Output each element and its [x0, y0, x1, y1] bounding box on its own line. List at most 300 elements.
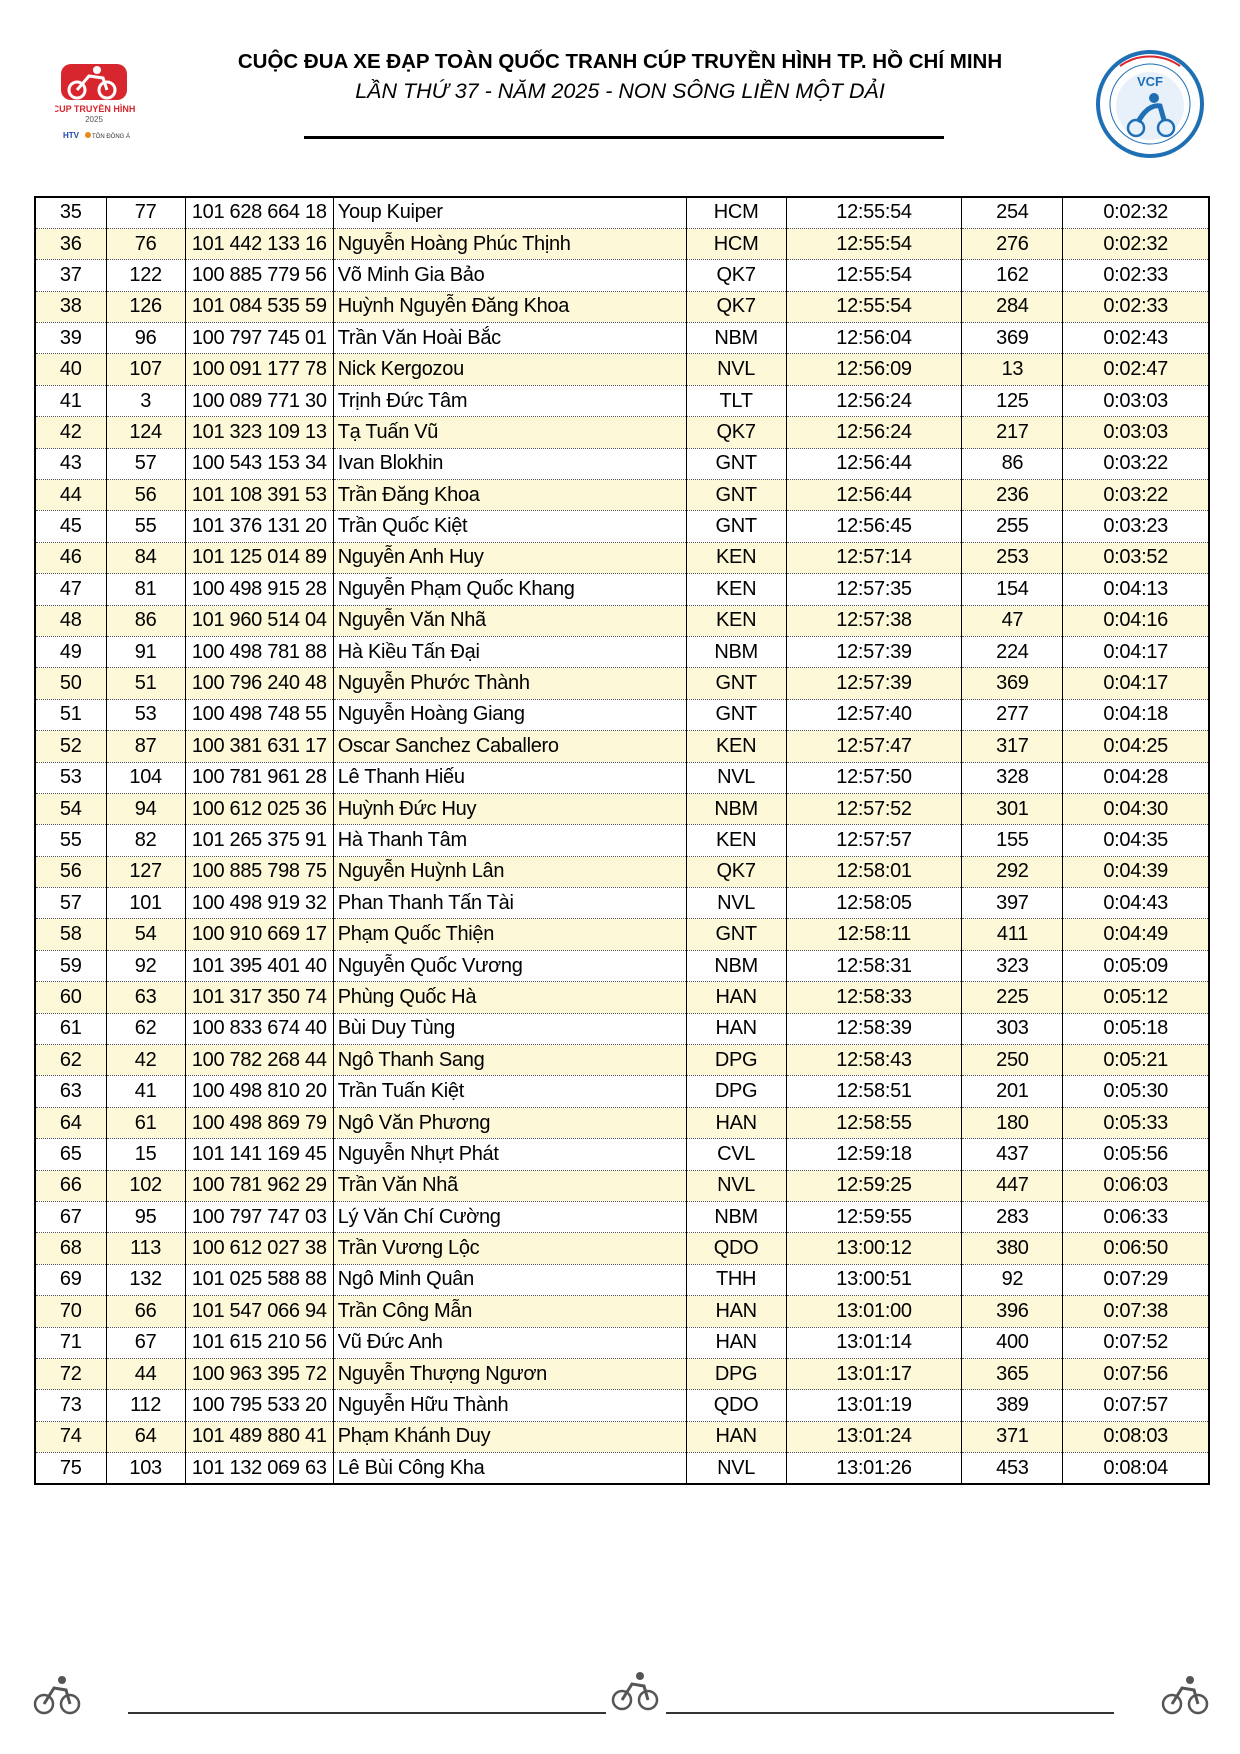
bib-cell: 51: [106, 668, 185, 699]
rider-name-cell: Phùng Quốc Hà: [333, 982, 686, 1013]
cyclist-icon: [610, 1670, 662, 1712]
points-cell: 250: [962, 1045, 1063, 1076]
team-cell: KEN: [686, 574, 786, 605]
uci-id-cell: 101 265 375 91: [185, 825, 333, 856]
table-row: [35, 1202, 1209, 1233]
team-cell: KEN: [686, 605, 786, 636]
points-cell: 277: [962, 699, 1063, 730]
bib-cell: 122: [106, 260, 185, 291]
rank-cell: 42: [35, 417, 106, 448]
uci-id-cell: 100 498 915 28: [185, 574, 333, 605]
uci-id-cell: 100 910 669 17: [185, 919, 333, 950]
points-cell: 453: [962, 1453, 1063, 1484]
bib-cell: 15: [106, 1139, 185, 1170]
rider-name-cell: Vũ Đức Anh: [333, 1327, 686, 1358]
uci-id-cell: 101 628 664 18: [185, 197, 333, 228]
rider-name-cell: Nguyễn Phạm Quốc Khang: [333, 574, 686, 605]
table-row: [35, 731, 1209, 762]
time-gap-cell: 0:04:43: [1063, 888, 1209, 919]
rider-name-cell: Phạm Quốc Thiện: [333, 919, 686, 950]
table-row: [35, 574, 1209, 605]
uci-id-cell: 101 615 210 56: [185, 1327, 333, 1358]
uci-id-cell: 100 543 153 34: [185, 448, 333, 479]
points-cell: 217: [962, 417, 1063, 448]
bib-cell: 126: [106, 291, 185, 322]
rider-name-cell: Youp Kuiper: [333, 197, 686, 228]
team-cell: HCM: [686, 228, 786, 259]
rank-cell: 53: [35, 762, 106, 793]
cyclist-icon: [32, 1674, 84, 1716]
uci-id-cell: 100 498 748 55: [185, 699, 333, 730]
rider-name-cell: Nguyễn Hoàng Phúc Thịnh: [333, 228, 686, 259]
team-cell: GNT: [686, 919, 786, 950]
uci-id-cell: 100 498 869 79: [185, 1107, 333, 1138]
bib-cell: 87: [106, 731, 185, 762]
finish-time-cell: 13:01:17: [786, 1358, 962, 1389]
cyclist-icon: [1160, 1674, 1212, 1716]
finish-time-cell: 12:59:18: [786, 1139, 962, 1170]
finish-time-cell: 12:59:55: [786, 1202, 962, 1233]
rider-name-cell: Trần Công Mẫn: [333, 1296, 686, 1327]
table-row: [35, 856, 1209, 887]
rider-name-cell: Lý Văn Chí Cường: [333, 1202, 686, 1233]
finish-time-cell: 13:01:00: [786, 1296, 962, 1327]
uci-id-cell: 100 612 027 38: [185, 1233, 333, 1264]
bib-cell: 91: [106, 636, 185, 667]
time-gap-cell: 0:04:16: [1063, 605, 1209, 636]
table-row: [35, 762, 1209, 793]
time-gap-cell: 0:07:56: [1063, 1358, 1209, 1389]
rider-name-cell: Nick Kergozou: [333, 354, 686, 385]
time-gap-cell: 0:03:23: [1063, 511, 1209, 542]
table-row: [35, 699, 1209, 730]
bib-cell: 124: [106, 417, 185, 448]
points-cell: 447: [962, 1170, 1063, 1201]
svg-text:2025: 2025: [85, 115, 103, 124]
bib-cell: 127: [106, 856, 185, 887]
time-gap-cell: 0:02:43: [1063, 323, 1209, 354]
uci-id-cell: 100 885 798 75: [185, 856, 333, 887]
bib-cell: 55: [106, 511, 185, 542]
points-cell: 254: [962, 197, 1063, 228]
team-cell: KEN: [686, 825, 786, 856]
points-cell: 397: [962, 888, 1063, 919]
table-row: [35, 1076, 1209, 1107]
time-gap-cell: 0:02:32: [1063, 197, 1209, 228]
bib-cell: 132: [106, 1264, 185, 1295]
points-cell: 225: [962, 982, 1063, 1013]
rank-cell: 46: [35, 542, 106, 573]
rank-cell: 58: [35, 919, 106, 950]
bib-cell: 41: [106, 1076, 185, 1107]
finish-time-cell: 12:57:14: [786, 542, 962, 573]
finish-time-cell: 12:58:01: [786, 856, 962, 887]
points-cell: 396: [962, 1296, 1063, 1327]
time-gap-cell: 0:05:30: [1063, 1076, 1209, 1107]
uci-id-cell: 101 132 069 63: [185, 1453, 333, 1484]
table-row: [35, 354, 1209, 385]
table-row: [35, 323, 1209, 354]
team-cell: DPG: [686, 1045, 786, 1076]
team-cell: NVL: [686, 1170, 786, 1201]
time-gap-cell: 0:03:03: [1063, 417, 1209, 448]
rank-cell: 73: [35, 1390, 106, 1421]
uci-id-cell: 101 960 514 04: [185, 605, 333, 636]
points-cell: 371: [962, 1421, 1063, 1452]
race-title: CUỘC ĐUA XE ĐẠP TOÀN QUỐC TRANH CÚP TRUYỀN HÌNH TP. HỒ CHÍ MINH: [237, 50, 1003, 73]
rank-cell: 54: [35, 793, 106, 824]
finish-time-cell: 12:59:25: [786, 1170, 962, 1201]
table-row: [35, 542, 1209, 573]
time-gap-cell: 0:02:33: [1063, 291, 1209, 322]
finish-time-cell: 12:56:24: [786, 417, 962, 448]
rider-name-cell: Nguyễn Hoàng Giang: [333, 699, 686, 730]
points-cell: 400: [962, 1327, 1063, 1358]
rank-cell: 68: [35, 1233, 106, 1264]
finish-time-cell: 12:57:39: [786, 636, 962, 667]
finish-time-cell: 12:58:39: [786, 1013, 962, 1044]
rank-cell: 70: [35, 1296, 106, 1327]
bib-cell: 112: [106, 1390, 185, 1421]
team-cell: HCM: [686, 197, 786, 228]
finish-time-cell: 12:56:24: [786, 385, 962, 416]
team-cell: QDO: [686, 1233, 786, 1264]
uci-id-cell: 101 489 880 41: [185, 1421, 333, 1452]
table-row: [35, 1264, 1209, 1295]
uci-id-cell: 100 781 961 28: [185, 762, 333, 793]
rank-cell: 37: [35, 260, 106, 291]
uci-id-cell: 100 498 781 88: [185, 636, 333, 667]
points-cell: 411: [962, 919, 1063, 950]
finish-time-cell: 12:56:04: [786, 323, 962, 354]
table-row: [35, 448, 1209, 479]
team-cell: CVL: [686, 1139, 786, 1170]
uci-id-cell: 101 125 014 89: [185, 542, 333, 573]
finish-time-cell: 12:56:09: [786, 354, 962, 385]
rider-name-cell: Lê Thanh Hiếu: [333, 762, 686, 793]
rider-name-cell: Nguyễn Phước Thành: [333, 668, 686, 699]
header-divider: [304, 136, 944, 139]
uci-id-cell: 101 442 133 16: [185, 228, 333, 259]
team-cell: QK7: [686, 417, 786, 448]
uci-id-cell: 101 547 066 94: [185, 1296, 333, 1327]
bib-cell: 3: [106, 385, 185, 416]
time-gap-cell: 0:06:50: [1063, 1233, 1209, 1264]
time-gap-cell: 0:07:38: [1063, 1296, 1209, 1327]
bib-cell: 103: [106, 1453, 185, 1484]
points-cell: 380: [962, 1233, 1063, 1264]
rider-name-cell: Trần Đăng Khoa: [333, 480, 686, 511]
finish-time-cell: 12:57:40: [786, 699, 962, 730]
points-cell: 328: [962, 762, 1063, 793]
points-cell: 125: [962, 385, 1063, 416]
finish-time-cell: 12:58:43: [786, 1045, 962, 1076]
bib-cell: 76: [106, 228, 185, 259]
table-row: [35, 1453, 1209, 1484]
time-gap-cell: 0:05:56: [1063, 1139, 1209, 1170]
rider-name-cell: Nguyễn Văn Nhã: [333, 605, 686, 636]
rank-cell: 35: [35, 197, 106, 228]
footer-line-left: [128, 1712, 606, 1714]
table-row: [35, 291, 1209, 322]
finish-time-cell: 12:56:45: [786, 511, 962, 542]
team-cell: NVL: [686, 1453, 786, 1484]
finish-time-cell: 12:58:51: [786, 1076, 962, 1107]
time-gap-cell: 0:04:17: [1063, 636, 1209, 667]
bib-cell: 84: [106, 542, 185, 573]
rider-name-cell: Trần Văn Nhã: [333, 1170, 686, 1201]
points-cell: 437: [962, 1139, 1063, 1170]
team-cell: NBM: [686, 636, 786, 667]
time-gap-cell: 0:03:03: [1063, 385, 1209, 416]
time-gap-cell: 0:02:32: [1063, 228, 1209, 259]
time-gap-cell: 0:05:18: [1063, 1013, 1209, 1044]
time-gap-cell: 0:03:22: [1063, 448, 1209, 479]
rider-name-cell: Nguyễn Nhựt Phát: [333, 1139, 686, 1170]
rank-cell: 61: [35, 1013, 106, 1044]
time-gap-cell: 0:04:49: [1063, 919, 1209, 950]
time-gap-cell: 0:04:25: [1063, 731, 1209, 762]
finish-time-cell: 12:58:11: [786, 919, 962, 950]
time-gap-cell: 0:05:21: [1063, 1045, 1209, 1076]
time-gap-cell: 0:06:33: [1063, 1202, 1209, 1233]
time-gap-cell: 0:04:18: [1063, 699, 1209, 730]
team-cell: GNT: [686, 448, 786, 479]
cup-truyen-hinh-logo: [55, 62, 135, 157]
rank-cell: 67: [35, 1202, 106, 1233]
finish-time-cell: 13:01:24: [786, 1421, 962, 1452]
rank-cell: 74: [35, 1421, 106, 1452]
bib-cell: 53: [106, 699, 185, 730]
points-cell: 201: [962, 1076, 1063, 1107]
time-gap-cell: 0:02:33: [1063, 260, 1209, 291]
uci-id-cell: 100 885 779 56: [185, 260, 333, 291]
table-row: [35, 668, 1209, 699]
finish-time-cell: 12:57:52: [786, 793, 962, 824]
table-row: [35, 605, 1209, 636]
uci-id-cell: 100 797 747 03: [185, 1202, 333, 1233]
uci-id-cell: 100 796 240 48: [185, 668, 333, 699]
team-cell: GNT: [686, 480, 786, 511]
finish-time-cell: 12:56:44: [786, 480, 962, 511]
bib-cell: 86: [106, 605, 185, 636]
points-cell: 284: [962, 291, 1063, 322]
time-gap-cell: 0:03:22: [1063, 480, 1209, 511]
team-cell: QK7: [686, 856, 786, 887]
points-cell: 365: [962, 1358, 1063, 1389]
rank-cell: 50: [35, 668, 106, 699]
finish-time-cell: 13:00:12: [786, 1233, 962, 1264]
uci-id-cell: 101 395 401 40: [185, 950, 333, 981]
time-gap-cell: 0:05:33: [1063, 1107, 1209, 1138]
rank-cell: 51: [35, 699, 106, 730]
table-row: [35, 1233, 1209, 1264]
rank-cell: 64: [35, 1107, 106, 1138]
table-row: [35, 1358, 1209, 1389]
team-cell: NBM: [686, 793, 786, 824]
table-row: [35, 1390, 1209, 1421]
points-cell: 180: [962, 1107, 1063, 1138]
bib-cell: 67: [106, 1327, 185, 1358]
rider-name-cell: Bùi Duy Tùng: [333, 1013, 686, 1044]
rider-name-cell: Trần Vương Lộc: [333, 1233, 686, 1264]
uci-id-cell: 100 498 810 20: [185, 1076, 333, 1107]
rider-name-cell: Trần Tuấn Kiệt: [333, 1076, 686, 1107]
table-row: [35, 982, 1209, 1013]
rank-cell: 65: [35, 1139, 106, 1170]
points-cell: 224: [962, 636, 1063, 667]
points-cell: 292: [962, 856, 1063, 887]
bib-cell: 66: [106, 1296, 185, 1327]
points-cell: 155: [962, 825, 1063, 856]
bib-cell: 81: [106, 574, 185, 605]
team-cell: KEN: [686, 731, 786, 762]
rank-cell: 41: [35, 385, 106, 416]
team-cell: HAN: [686, 982, 786, 1013]
rider-name-cell: Nguyễn Quốc Vương: [333, 950, 686, 981]
table-row: [35, 636, 1209, 667]
table-row: [35, 1045, 1209, 1076]
time-gap-cell: 0:08:03: [1063, 1421, 1209, 1452]
table-row: [35, 417, 1209, 448]
rider-name-cell: Trịnh Đức Tâm: [333, 385, 686, 416]
bib-cell: 77: [106, 197, 185, 228]
rank-cell: 56: [35, 856, 106, 887]
rider-name-cell: Ngô Văn Phương: [333, 1107, 686, 1138]
bib-cell: 82: [106, 825, 185, 856]
rider-name-cell: Ngô Minh Quân: [333, 1264, 686, 1295]
team-cell: HAN: [686, 1296, 786, 1327]
time-gap-cell: 0:04:30: [1063, 793, 1209, 824]
vcf-federation-logo: [1090, 44, 1210, 164]
table-row: [35, 793, 1209, 824]
uci-id-cell: 100 498 919 32: [185, 888, 333, 919]
team-cell: GNT: [686, 699, 786, 730]
table-row: [35, 1107, 1209, 1138]
bib-cell: 94: [106, 793, 185, 824]
rank-cell: 49: [35, 636, 106, 667]
uci-id-cell: 100 091 177 78: [185, 354, 333, 385]
rank-cell: 47: [35, 574, 106, 605]
finish-time-cell: 12:57:47: [786, 731, 962, 762]
bib-cell: 57: [106, 448, 185, 479]
bib-cell: 96: [106, 323, 185, 354]
points-cell: 283: [962, 1202, 1063, 1233]
bib-cell: 95: [106, 1202, 185, 1233]
points-cell: 323: [962, 950, 1063, 981]
table-row: [35, 825, 1209, 856]
time-gap-cell: 0:06:03: [1063, 1170, 1209, 1201]
time-gap-cell: 0:05:09: [1063, 950, 1209, 981]
rider-name-cell: Hà Thanh Tâm: [333, 825, 686, 856]
team-cell: NBM: [686, 1202, 786, 1233]
points-cell: 236: [962, 480, 1063, 511]
team-cell: HAN: [686, 1421, 786, 1452]
table-row: [35, 1139, 1209, 1170]
rank-cell: 55: [35, 825, 106, 856]
finish-time-cell: 13:00:51: [786, 1264, 962, 1295]
time-gap-cell: 0:07:57: [1063, 1390, 1209, 1421]
bib-cell: 42: [106, 1045, 185, 1076]
rider-name-cell: Huỳnh Nguyễn Đăng Khoa: [333, 291, 686, 322]
page-header: [0, 44, 1240, 154]
rank-cell: 59: [35, 950, 106, 981]
table-row: [35, 919, 1209, 950]
points-cell: 86: [962, 448, 1063, 479]
finish-time-cell: 12:55:54: [786, 291, 962, 322]
points-cell: 301: [962, 793, 1063, 824]
finish-time-cell: 12:55:54: [786, 228, 962, 259]
table-row: [35, 1296, 1209, 1327]
time-gap-cell: 0:07:52: [1063, 1327, 1209, 1358]
team-cell: GNT: [686, 511, 786, 542]
rider-name-cell: Trần Văn Hoài Bắc: [333, 323, 686, 354]
finish-time-cell: 13:01:19: [786, 1390, 962, 1421]
bib-cell: 64: [106, 1421, 185, 1452]
points-cell: 253: [962, 542, 1063, 573]
rider-name-cell: Võ Minh Gia Bảo: [333, 260, 686, 291]
finish-time-cell: 12:56:44: [786, 448, 962, 479]
uci-id-cell: 100 381 631 17: [185, 731, 333, 762]
time-gap-cell: 0:04:28: [1063, 762, 1209, 793]
points-cell: 369: [962, 668, 1063, 699]
rank-cell: 57: [35, 888, 106, 919]
rider-name-cell: Trần Quốc Kiệt: [333, 511, 686, 542]
table-row: [35, 385, 1209, 416]
rank-cell: 45: [35, 511, 106, 542]
team-cell: THH: [686, 1264, 786, 1295]
team-cell: HAN: [686, 1013, 786, 1044]
team-cell: HAN: [686, 1327, 786, 1358]
team-cell: QK7: [686, 260, 786, 291]
rank-cell: 62: [35, 1045, 106, 1076]
points-cell: 317: [962, 731, 1063, 762]
uci-id-cell: 101 108 391 53: [185, 480, 333, 511]
finish-time-cell: 12:55:54: [786, 260, 962, 291]
finish-time-cell: 12:58:33: [786, 982, 962, 1013]
rider-name-cell: Lê Bùi Công Kha: [333, 1453, 686, 1484]
rank-cell: 60: [35, 982, 106, 1013]
table-row: [35, 197, 1209, 228]
bib-cell: 107: [106, 354, 185, 385]
uci-id-cell: 101 141 169 45: [185, 1139, 333, 1170]
rank-cell: 72: [35, 1358, 106, 1389]
time-gap-cell: 0:08:04: [1063, 1453, 1209, 1484]
page-footer: [0, 1670, 1240, 1730]
bib-cell: 63: [106, 982, 185, 1013]
team-cell: KEN: [686, 542, 786, 573]
table-row: [35, 1327, 1209, 1358]
team-cell: QDO: [686, 1390, 786, 1421]
points-cell: 13: [962, 354, 1063, 385]
finish-time-cell: 13:01:26: [786, 1453, 962, 1484]
table-row: [35, 950, 1209, 981]
time-gap-cell: 0:05:12: [1063, 982, 1209, 1013]
time-gap-cell: 0:04:39: [1063, 856, 1209, 887]
footer-line-right: [666, 1712, 1114, 1714]
team-cell: GNT: [686, 668, 786, 699]
points-cell: 255: [962, 511, 1063, 542]
bib-cell: 92: [106, 950, 185, 981]
uci-id-cell: 100 795 533 20: [185, 1390, 333, 1421]
rider-name-cell: Tạ Tuấn Vũ: [333, 417, 686, 448]
bib-cell: 101: [106, 888, 185, 919]
team-cell: NVL: [686, 762, 786, 793]
table-row: [35, 511, 1209, 542]
rider-name-cell: Nguyễn Thượng Ngươn: [333, 1358, 686, 1389]
rank-cell: 69: [35, 1264, 106, 1295]
uci-id-cell: 100 089 771 30: [185, 385, 333, 416]
